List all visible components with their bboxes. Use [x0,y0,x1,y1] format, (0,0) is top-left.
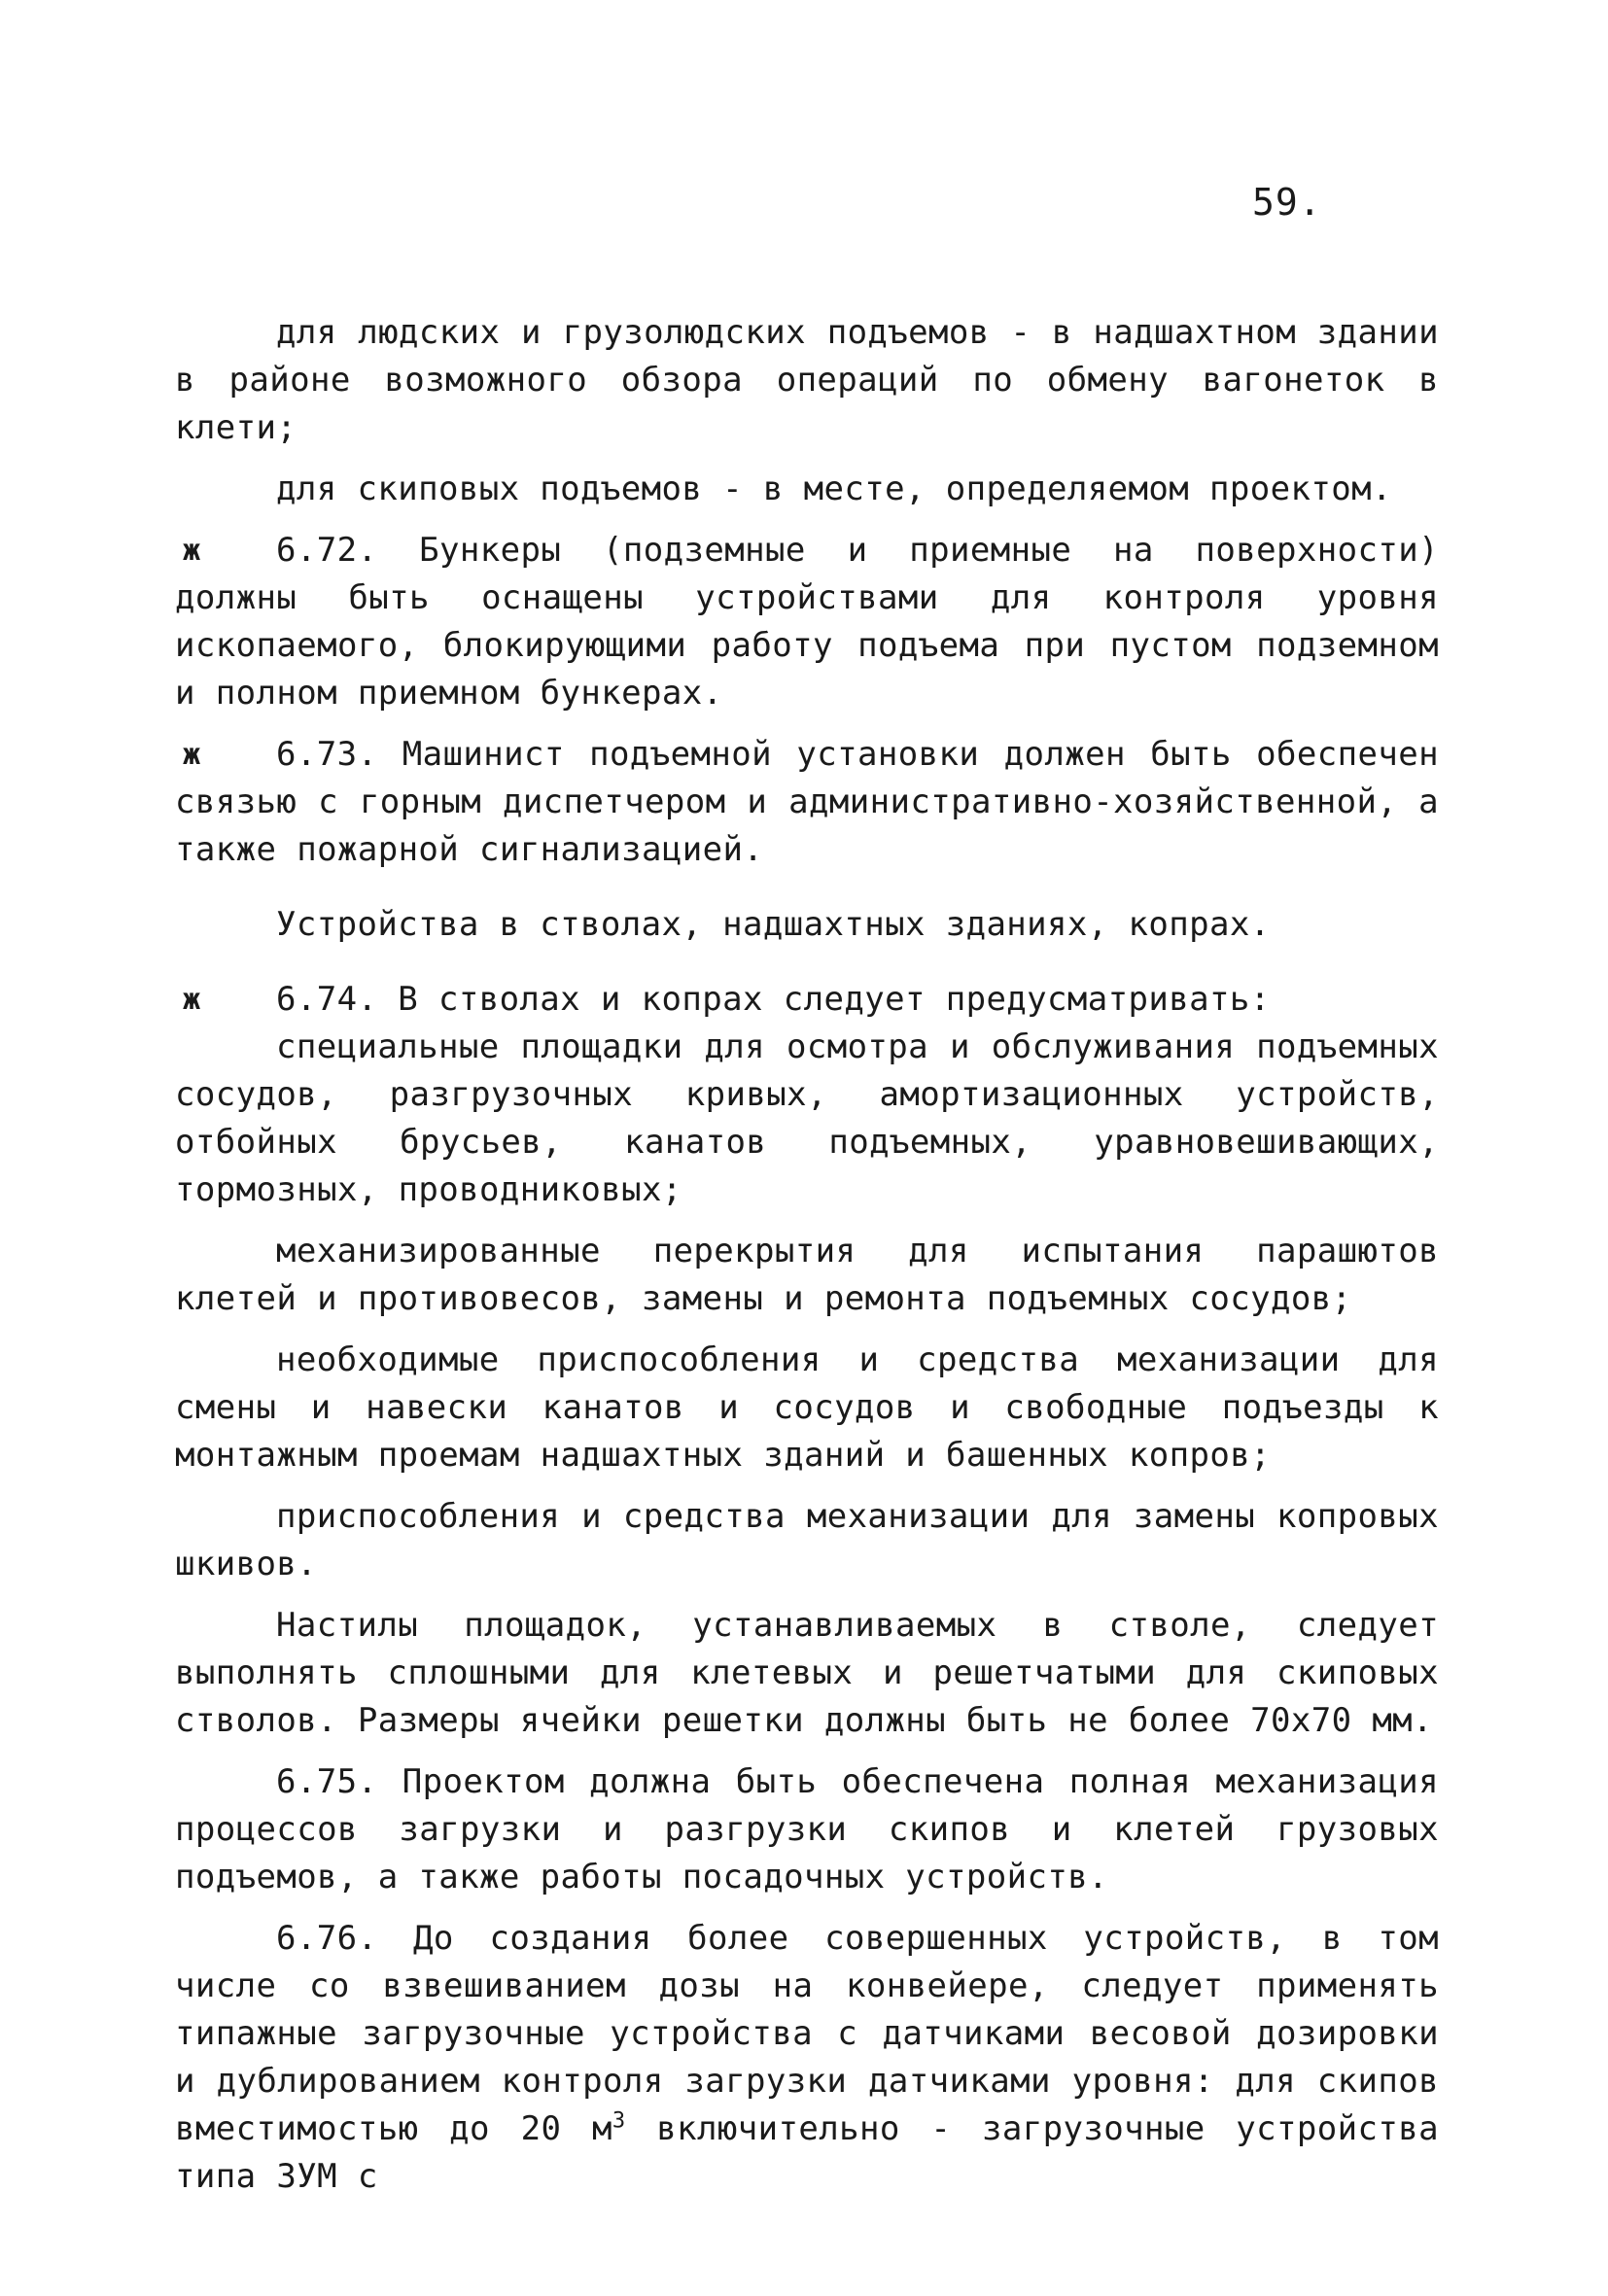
superscript-3: 3 [612,2108,626,2134]
clause-6-76-text: 6.76. До создания более совершенных устройств, в том числе со взвешиванием дозы на конвейере, следует применять типажные загрузочные устройства с датчиками весовой дозировки и дублированием контроля загрузки датчиками уровня: для скипов вместимостью до 20 м [175,1919,1439,2148]
clause-6-74 [175,976,1439,1024]
clause-6-73 [175,731,1439,874]
clause-6-72 [175,527,1439,717]
paragraph-people-lifts: для людских и грузолюдских подъемов - в надшахтном здании в районе возможного обзора операций по обмену вагонеток в клети; [175,313,1439,447]
paragraph-skip-lifts: для скиповых подъемов - в месте, определяемом проектом. [276,470,1392,508]
document-body [175,309,1439,2214]
paragraph-platform-decking: Настилы площадок, устанавливаемых в стволе, следует выполнять сплошными для клетевых и решетчатыми для скиповых стволов. Размеры ячейки решетки должны быть не более 70х70 мм. [175,1606,1439,1740]
list-item-sheave-devices: приспособления и средства механизации для замены копровых шкивов. [175,1497,1439,1583]
asterisk-mark: ж [183,983,201,1017]
page-number: 59. [1252,181,1322,224]
section-heading: Устройства в стволах, надшахтных зданиях, копрах. [276,905,1271,944]
clause-6-72-text: 6.72. Бункеры (подземные и приемные на поверхности) должны быть оснащены устройствами для контроля уровня ископаемого, блокирующими работу подъема при пустом подземном и полном приемном бункерах. [175,531,1439,713]
list-item-platforms: специальные площадки для осмотра и обслуживания подъемных сосудов, разгрузочных кривых, амортизационных устройств, отбойных брусьев, канатов подъемных, уравновешивающих, тормозных, проводниковых; [175,1027,1439,1209]
clause-6-75: 6.75. Проектом должна быть обеспечена полная механизация процессов загрузки и разгрузки скипов и клетей грузовых подъемов, а также работы посадочных устройств. [175,1762,1439,1896]
clause-6-76-text-end: включительно - загрузочные устройства типа ЗУМ с [175,2109,1439,2196]
asterisk-mark: ж [183,534,201,568]
list-item-floors: механизированные перекрытия для испытания парашютов клетей и противовесов, замены и ремонта подъемных сосудов; [175,1232,1439,1318]
clause-6-76 [175,1915,1439,2201]
list-item-rope-devices: необходимые приспособления и средства механизации для смены и навески канатов и сосудов и свободные подъезды к монтажным проемам надшахтных зданий и башенных копров; [175,1340,1439,1475]
asterisk-mark: ж [183,738,201,772]
clause-6-74-text: 6.74. В стволах и копрах следует предусматривать: [276,980,1271,1019]
clause-6-73-text: 6.73. Машинист подъемной установки должен быть обеспечен связью с горным диспетчером и административно-хозяйственной, а также пожарной сигнализацией. [175,735,1439,869]
